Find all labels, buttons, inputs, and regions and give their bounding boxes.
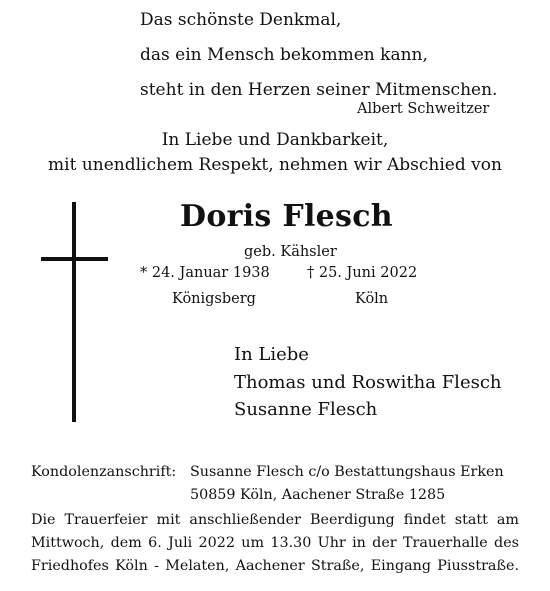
deceased-name: Doris Flesch bbox=[180, 199, 393, 234]
quote-line-1: Das schönste Denkmal, bbox=[140, 10, 342, 30]
condolence-address-line-1: Susanne Flesch c/o Bestattungshaus Erken bbox=[190, 464, 504, 480]
family-line-1: In Liebe bbox=[234, 344, 309, 365]
quote-line-3: steht in den Herzen seiner Mitmenschen. bbox=[140, 80, 498, 100]
death-date: † 25. Juni 2022 bbox=[307, 265, 418, 281]
birth-place: Königsberg bbox=[172, 291, 256, 307]
family-line-3: Susanne Flesch bbox=[234, 399, 378, 420]
funeral-line-3: Friedhofes Köln - Melaten, Aachener Straße, Eingang Piusstraße. bbox=[31, 558, 519, 574]
maiden-name: geb. Kähsler bbox=[244, 244, 337, 260]
family-line-2: Thomas und Roswitha Flesch bbox=[234, 372, 502, 393]
intro-line-2: mit unendlichem Respekt, nehmen wir Abschied von bbox=[48, 155, 502, 175]
condolence-address-line-2: 50859 Köln, Aachener Straße 1285 bbox=[190, 487, 446, 503]
cross-vertical-bar bbox=[72, 202, 76, 422]
funeral-line-2: Mittwoch, dem 6. Juli 2022 um 13.30 Uhr in der Trauerhalle des bbox=[31, 535, 519, 551]
condolence-label: Kondolenzanschrift: bbox=[31, 464, 177, 480]
quote-line-2: das ein Mensch bekommen kann, bbox=[140, 45, 428, 65]
cross-horizontal-bar bbox=[41, 257, 108, 261]
death-place: Köln bbox=[355, 291, 389, 307]
quote-author: Albert Schweitzer bbox=[357, 101, 490, 117]
funeral-line-1: Die Trauerfeier mit anschließender Beerdigung findet statt am bbox=[31, 512, 519, 528]
intro-line-1: In Liebe und Dankbarkeit, bbox=[161, 130, 389, 150]
birth-date: * 24. Januar 1938 bbox=[140, 265, 270, 281]
